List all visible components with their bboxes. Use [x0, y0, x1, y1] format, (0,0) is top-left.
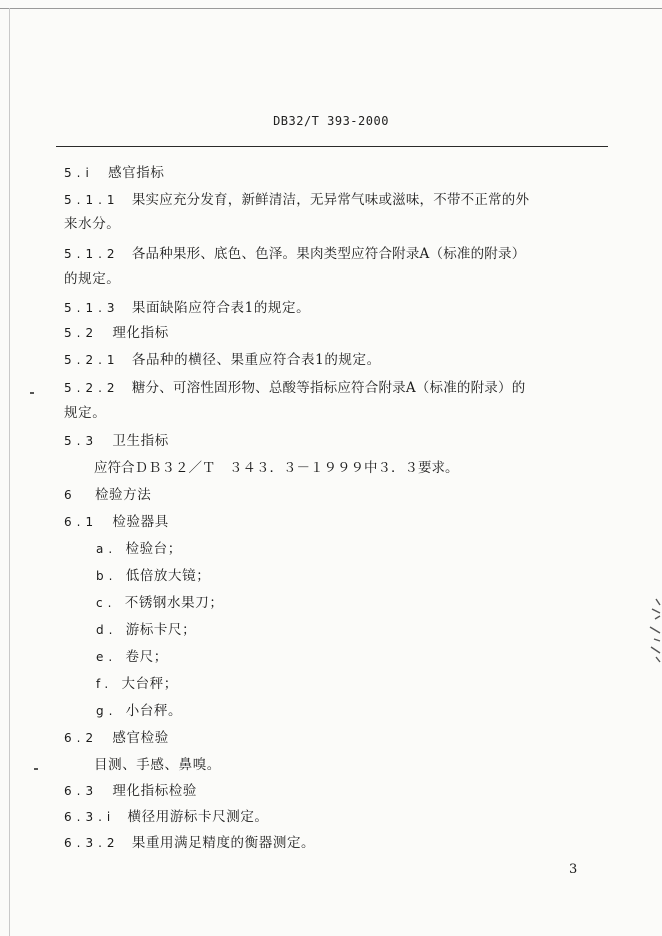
clause-5-1-1-continued — [64, 215, 120, 233]
clause-text: 各品种的横径、果重应符合表1的规定。 — [131, 352, 381, 368]
clause-5-1-3 — [64, 299, 310, 317]
clause-number: 6.3.2 — [64, 836, 120, 850]
clause-number: 5.1.1 — [64, 193, 120, 207]
section-6-3-heading — [64, 782, 197, 800]
section-6-2-heading — [64, 729, 169, 747]
list-item — [96, 621, 196, 639]
clause-text-continued: 来水分。 — [64, 216, 121, 232]
section-title: 理化指标检验 — [112, 783, 197, 799]
clause-text: 横径用游标卡尺测定。 — [127, 809, 269, 825]
list-item — [96, 567, 210, 585]
clause-text: 果重用满足精度的衡器测定。 — [131, 835, 316, 851]
section-title: 卫生指标 — [112, 433, 169, 449]
clause-text: 糖分、可溶性固形物、总酸等指标应符合附录A（标准的附录）的 — [131, 380, 526, 396]
section-number: 5.i — [64, 166, 94, 180]
list-item-text: 不锈钢水果刀； — [124, 595, 224, 611]
clause-5-2-1 — [64, 351, 381, 369]
list-marker: b. — [96, 569, 118, 583]
list-marker: d. — [96, 623, 118, 637]
header-rule — [56, 146, 608, 147]
list-item — [96, 540, 182, 558]
chapter-title: 检验方法 — [94, 487, 152, 503]
list-item — [96, 675, 178, 693]
section-5-3-body — [94, 459, 459, 477]
clause-text-continued: 的规定。 — [64, 271, 121, 287]
section-title: 感官检验 — [112, 730, 169, 746]
page-number: 3 — [569, 862, 578, 877]
clause-number: 5.1.2 — [64, 247, 120, 261]
section-number: 5.3 — [64, 434, 99, 448]
scan-mark — [34, 768, 38, 770]
list-item — [96, 702, 182, 720]
clause-number: 5.2.2 — [64, 381, 120, 395]
section-title: 理化指标 — [112, 325, 169, 341]
list-marker: c. — [96, 596, 117, 610]
clause-text: 果面缺陷应符合表1的规定。 — [131, 300, 311, 316]
list-item — [96, 648, 168, 666]
section-number: 6.3 — [64, 784, 99, 798]
clause-number: 6.3.i — [64, 810, 116, 824]
clause-text: 各品种果形、底色、色泽。果肉类型应符合附录A（标准的附录） — [131, 246, 526, 262]
list-item-text: 检验台； — [125, 541, 182, 557]
list-item — [96, 594, 223, 612]
section-number: 6.1 — [64, 515, 99, 529]
body-text: 应符合ＤＢ３２／Ｔ ３４３．３－１９９９中３．３要求。 — [94, 460, 459, 476]
section-number: 6.2 — [64, 731, 99, 745]
clause-6-3-1 — [64, 808, 269, 826]
clause-number: 5.2.1 — [64, 353, 120, 367]
chapter-6-heading — [64, 486, 151, 504]
list-item-text: 游标卡尺； — [125, 622, 197, 638]
section-number: 5.2 — [64, 326, 99, 340]
clause-5-2-2-continued — [64, 404, 106, 422]
list-item-text: 卷尺； — [125, 649, 168, 665]
list-marker: a. — [96, 542, 118, 556]
scan-edge-left — [9, 8, 10, 936]
clause-5-1-1 — [64, 191, 529, 209]
list-marker: f. — [96, 677, 114, 691]
list-item-text: 低倍放大镜； — [125, 568, 211, 584]
body-text: 目测、手感、鼻嗅。 — [94, 757, 221, 773]
clause-text-continued: 规定。 — [64, 405, 107, 421]
scan-edge-marks — [646, 595, 662, 670]
scan-mark — [30, 392, 34, 394]
section-title: 感官指标 — [108, 165, 165, 181]
section-5-3-heading — [64, 432, 169, 450]
section-6-1-heading — [64, 513, 169, 531]
clause-5-1-2-continued — [64, 270, 120, 288]
chapter-number: 6 — [64, 488, 77, 502]
clause-text: 果实应充分发育，新鲜清洁，无异常气味或滋味，不带不正常的外 — [131, 192, 530, 208]
list-item-text: 小台秤。 — [125, 703, 183, 719]
clause-5-1-2 — [64, 245, 525, 263]
section-6-2-body — [94, 756, 221, 774]
clause-6-3-2 — [64, 834, 315, 852]
standard-code-header: DB32/T 393-2000 — [273, 114, 389, 128]
scan-edge-top — [0, 8, 662, 9]
list-item-text: 大台秤； — [121, 676, 178, 692]
section-5-2-heading — [64, 324, 169, 342]
clause-5-2-2 — [64, 379, 525, 397]
list-marker: g. — [96, 704, 118, 718]
section-title: 检验器具 — [112, 514, 169, 530]
section-5-1-heading — [64, 164, 165, 182]
list-marker: e. — [96, 650, 118, 664]
clause-number: 5.1.3 — [64, 301, 120, 315]
